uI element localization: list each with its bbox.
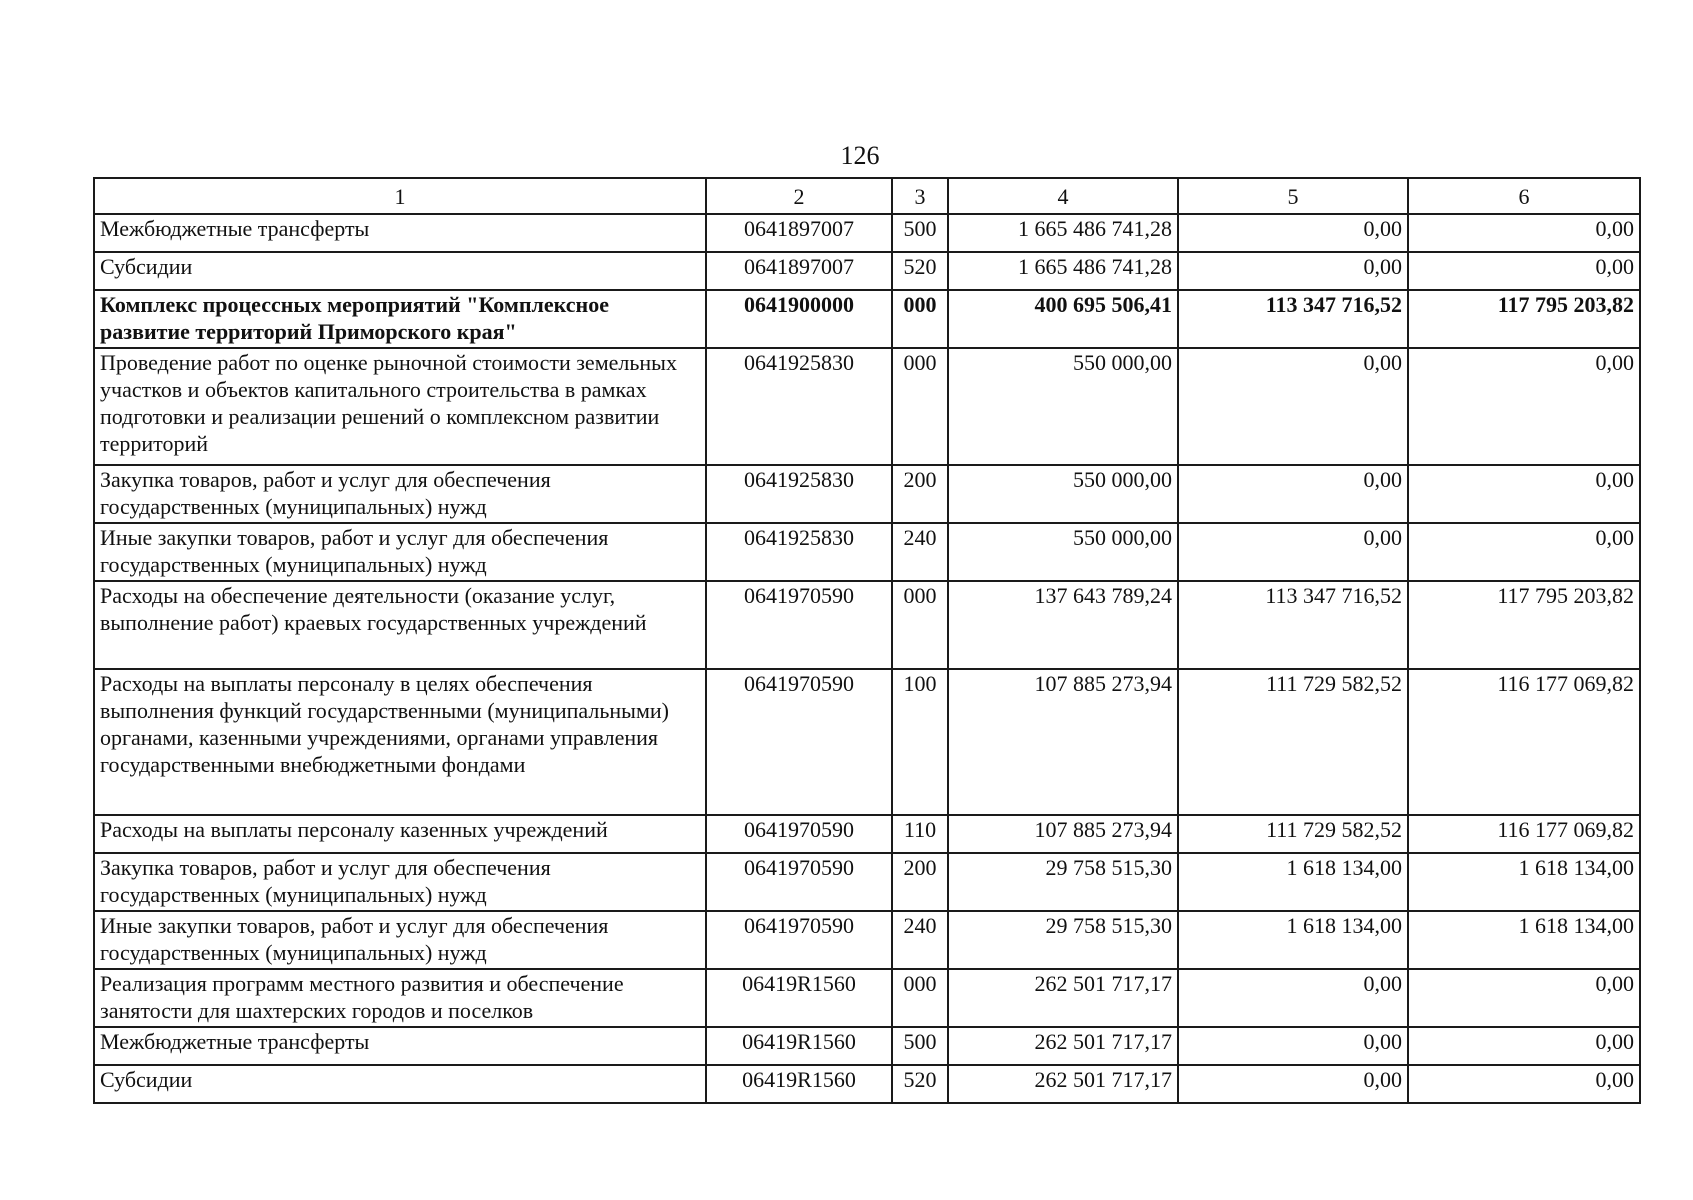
row-value-6: 1 618 134,00 [1408,911,1640,969]
row-code: 0641897007 [706,252,892,290]
row-name: Межбюджетные трансферты [94,214,706,252]
header-cell: 5 [1178,178,1408,214]
row-type: 000 [892,348,948,465]
table-row [94,669,1640,815]
row-name: Расходы на обеспечение деятельности (оказание услуг, выполнение работ) краевых государственных учреждений [94,581,706,669]
row-value-5: 0,00 [1178,969,1408,1027]
row-type: 240 [892,523,948,581]
row-value-6: 1 618 134,00 [1408,853,1640,911]
row-type: 500 [892,214,948,252]
row-value-5: 0,00 [1178,1027,1408,1065]
row-value-4: 262 501 717,17 [948,969,1178,1027]
row-code: 0641925830 [706,348,892,465]
row-name: Субсидии [94,252,706,290]
row-value-5: 113 347 716,52 [1178,290,1408,348]
row-value-4: 262 501 717,17 [948,1027,1178,1065]
row-code: 06419R1560 [706,1027,892,1065]
budget-table [93,177,1641,1104]
row-value-6: 0,00 [1408,465,1640,523]
row-value-6: 0,00 [1408,214,1640,252]
table-row [94,290,1640,348]
row-value-5: 0,00 [1178,465,1408,523]
row-name: Субсидии [94,1065,706,1103]
row-code: 0641970590 [706,815,892,853]
row-code: 0641925830 [706,523,892,581]
table-row [94,911,1640,969]
row-type: 000 [892,581,948,669]
row-value-6: 0,00 [1408,348,1640,465]
table-row [94,1027,1640,1065]
row-value-4: 550 000,00 [948,348,1178,465]
row-value-5: 1 618 134,00 [1178,911,1408,969]
row-value-4: 550 000,00 [948,465,1178,523]
row-type: 000 [892,290,948,348]
row-value-4: 1 665 486 741,28 [948,252,1178,290]
row-code: 06419R1560 [706,969,892,1027]
row-type: 110 [892,815,948,853]
row-value-6: 0,00 [1408,1027,1640,1065]
row-type: 240 [892,911,948,969]
row-value-4: 137 643 789,24 [948,581,1178,669]
row-type: 520 [892,1065,948,1103]
table-row [94,853,1640,911]
row-type: 100 [892,669,948,815]
table-row [94,252,1640,290]
header-cell: 2 [706,178,892,214]
table-body [94,214,1640,1103]
row-value-5: 111 729 582,52 [1178,815,1408,853]
header-row [94,178,1640,214]
row-value-5: 0,00 [1178,348,1408,465]
table-row [94,523,1640,581]
row-value-5: 1 618 134,00 [1178,853,1408,911]
row-name: Иные закупки товаров, работ и услуг для обеспечения государственных (муниципальных) нужд [94,911,706,969]
row-value-4: 1 665 486 741,28 [948,214,1178,252]
row-type: 200 [892,853,948,911]
table-row [94,214,1640,252]
row-value-6: 0,00 [1408,523,1640,581]
row-value-6: 116 177 069,82 [1408,669,1640,815]
table-row [94,581,1640,669]
row-code: 0641970590 [706,911,892,969]
row-name: Межбюджетные трансферты [94,1027,706,1065]
row-value-6: 116 177 069,82 [1408,815,1640,853]
row-name: Комплекс процессных мероприятий "Комплексное развитие территорий Приморского края" [94,290,706,348]
row-type: 000 [892,969,948,1027]
row-value-6: 117 795 203,82 [1408,581,1640,669]
row-value-6: 117 795 203,82 [1408,290,1640,348]
row-value-6: 0,00 [1408,1065,1640,1103]
table-row [94,969,1640,1027]
row-value-4: 262 501 717,17 [948,1065,1178,1103]
row-value-4: 107 885 273,94 [948,815,1178,853]
row-value-6: 0,00 [1408,969,1640,1027]
row-name: Реализация программ местного развития и обеспечение занятости для шахтерских городов и поселков [94,969,706,1027]
header-cell: 4 [948,178,1178,214]
row-value-5: 0,00 [1178,523,1408,581]
page-number: 126 [840,141,880,170]
row-value-4: 400 695 506,41 [948,290,1178,348]
row-name: Расходы на выплаты персоналу в целях обеспечения выполнения функций государственными (муниципальными) органами, казенными учреждениями, органами управления государственными внебюджетными фондами [94,669,706,815]
row-value-4: 29 758 515,30 [948,911,1178,969]
row-name: Проведение работ по оценке рыночной стоимости земельных участков и объектов капитального строительства в рамках подготовки и реализации решений о комплексном развитии территорий [94,348,706,465]
header-cell: 3 [892,178,948,214]
row-value-4: 550 000,00 [948,523,1178,581]
header-cell: 6 [1408,178,1640,214]
row-type: 520 [892,252,948,290]
row-name: Закупка товаров, работ и услуг для обеспечения государственных (муниципальных) нужд [94,465,706,523]
row-value-5: 113 347 716,52 [1178,581,1408,669]
row-code: 0641925830 [706,465,892,523]
header-cell: 1 [94,178,706,214]
row-code: 0641970590 [706,581,892,669]
row-value-5: 0,00 [1178,1065,1408,1103]
row-value-5: 0,00 [1178,252,1408,290]
row-value-4: 107 885 273,94 [948,669,1178,815]
table-row [94,815,1640,853]
row-code: 06419R1560 [706,1065,892,1103]
row-code: 0641970590 [706,669,892,815]
table-row [94,348,1640,465]
row-name: Расходы на выплаты персоналу казенных учреждений [94,815,706,853]
row-value-4: 29 758 515,30 [948,853,1178,911]
row-value-6: 0,00 [1408,252,1640,290]
table-row [94,465,1640,523]
row-name: Закупка товаров, работ и услуг для обеспечения государственных (муниципальных) нужд [94,853,706,911]
table-row [94,1065,1640,1103]
row-name: Иные закупки товаров, работ и услуг для обеспечения государственных (муниципальных) нужд [94,523,706,581]
row-code: 0641900000 [706,290,892,348]
row-value-5: 0,00 [1178,214,1408,252]
row-type: 200 [892,465,948,523]
row-value-5: 111 729 582,52 [1178,669,1408,815]
row-code: 0641897007 [706,214,892,252]
row-code: 0641970590 [706,853,892,911]
row-type: 500 [892,1027,948,1065]
